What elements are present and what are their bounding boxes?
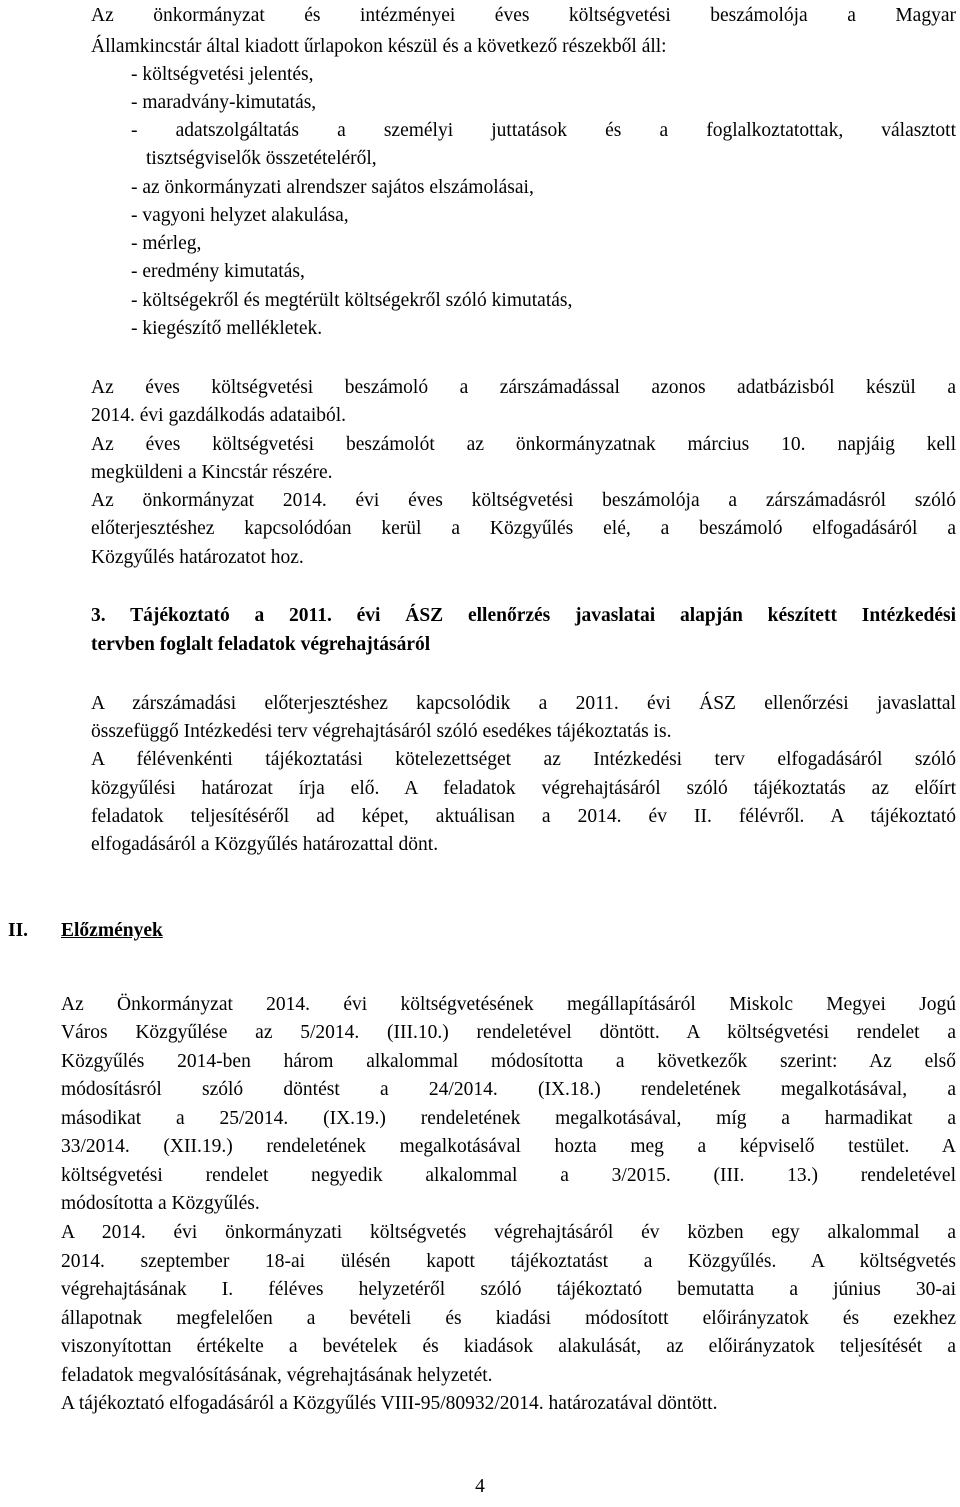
paragraph-line: Az éves költségvetési beszámolót az önkormányzatnak március 10. napjáig kell bbox=[91, 434, 956, 455]
section-title: Előzmények bbox=[61, 920, 163, 941]
list-item: - az önkormányzati alrendszer sajátos elszámolásai, bbox=[131, 177, 534, 198]
paragraph-line: feladatok megvalósításának, végrehajtásának helyzetét. bbox=[61, 1365, 493, 1386]
section-heading: tervben foglalt feladatok végrehajtásáról bbox=[91, 634, 431, 655]
paragraph-line: előterjesztéshez kapcsolódóan kerül a Közgyűlés elé, a beszámoló elfogadásáról a bbox=[91, 518, 956, 539]
paragraph-line: Közgyűlés határozatot hoz. bbox=[91, 547, 304, 568]
paragraph-line: Az Önkormányzat 2014. évi költségvetésének megállapításáról Miskolc Megyei Jogú bbox=[61, 994, 956, 1015]
paragraph-line: Az önkormányzat 2014. évi éves költségvetési beszámolója a zárszámadásról szóló bbox=[91, 490, 956, 511]
paragraph-line: 2014. szeptember 18-ai ülésén kapott tájékoztatást a Közgyűlés. A költségvetés bbox=[61, 1251, 956, 1272]
paragraph-line: A tájékoztató elfogadásáról a Közgyűlés VIII-95/80932/2014. határozatával döntött. bbox=[61, 1393, 718, 1414]
paragraph-line: végrehajtásának I. féléves helyzetéről szóló tájékoztató bemutatta a június 30-ai bbox=[61, 1279, 956, 1300]
section-heading: 3. Tájékoztató a 2011. évi ÁSZ ellenőrzés javaslatai alapján készített Intézkedési bbox=[91, 605, 956, 626]
paragraph-line: A zárszámadási előterjesztéshez kapcsolódik a 2011. évi ÁSZ ellenőrzési javaslattal bbox=[91, 693, 956, 714]
paragraph-line: Közgyűlés 2014-ben három alkalommal módosította a következők szerint: Az első bbox=[61, 1051, 956, 1072]
list-item: - vagyoni helyzet alakulása, bbox=[131, 205, 349, 226]
list-item: - költségekről és megtérült költségekről szóló kimutatás, bbox=[131, 290, 573, 311]
section-number: II. bbox=[8, 920, 29, 941]
list-item: - kiegészítő mellékletek. bbox=[131, 318, 323, 339]
list-item: - költségvetési jelentés, bbox=[131, 64, 314, 85]
paragraph-line: módosította a Közgyűlés. bbox=[61, 1193, 260, 1214]
paragraph-line: 33/2014. (XII.19.) rendeletének megalkotásával hozta meg a képviselő testület. A bbox=[61, 1136, 956, 1157]
paragraph-line: költségvetési rendelet negyedik alkalommal a 3/2015. (III. 13.) rendeletével bbox=[61, 1165, 956, 1186]
list-item-continuation: tisztségviselők összetételéről, bbox=[146, 148, 377, 169]
paragraph-line: feladatok teljesítéséről ad képet, aktuálisan a 2014. év II. félévről. A tájékoztató bbox=[91, 806, 956, 827]
paragraph-line: megküldeni a Kincstár részére. bbox=[91, 462, 333, 483]
paragraph-line: 2014. évi gazdálkodás adataiból. bbox=[91, 405, 347, 426]
list-item: - eredmény kimutatás, bbox=[131, 261, 305, 282]
list-item: - adatszolgáltatás a személyi juttatások és a foglalkoztatottak, választott bbox=[131, 120, 956, 141]
list-item: - maradvány-kimutatás, bbox=[131, 92, 317, 113]
paragraph-line: Az önkormányzat és intézményei éves költségvetési beszámolója a Magyar bbox=[91, 5, 956, 26]
paragraph-line: módosításról szóló döntést a 24/2014. (IX.18.) rendeletének megalkotásával, a bbox=[61, 1079, 956, 1100]
paragraph-line: elfogadásáról a Közgyűlés határozattal dönt. bbox=[91, 834, 439, 855]
paragraph-line: másodikat a 25/2014. (IX.19.) rendeletének megalkotásával, míg a harmadikat a bbox=[61, 1108, 956, 1129]
paragraph-line: Az éves költségvetési beszámoló a zárszámadással azonos adatbázisból készül a bbox=[91, 377, 956, 398]
paragraph-line: Város Közgyűlése az 5/2014. (III.10.) rendeletével döntött. A költségvetési rendelet a bbox=[61, 1022, 956, 1043]
paragraph-line: viszonyítottan értékelte a bevételek és kiadások alakulását, az előirányzatok teljesítését a bbox=[61, 1336, 956, 1357]
list-item: - mérleg, bbox=[131, 233, 202, 254]
page-number: 4 bbox=[475, 1476, 485, 1497]
paragraph-line: állapotnak megfelelően a bevételi és kiadási módosított előirányzatok és ezekhez bbox=[61, 1308, 956, 1329]
paragraph-line: A félévenkénti tájékoztatási kötelezettséget az Intézkedési terv elfogadásáról szóló bbox=[91, 749, 956, 770]
paragraph-line: közgyűlési határozat írja elő. A feladatok végrehajtásáról szóló tájékoztatás az előírt bbox=[91, 778, 956, 799]
paragraph-line: Államkincstár által kiadott űrlapokon készül és a következő részekből áll: bbox=[91, 36, 667, 57]
paragraph-line: összefüggő Intézkedési terv végrehajtásáról szóló esedékes tájékoztatás is. bbox=[91, 721, 672, 742]
paragraph-line: A 2014. évi önkormányzati költségvetés végrehajtásáról év közben egy alkalommal a bbox=[61, 1222, 956, 1243]
